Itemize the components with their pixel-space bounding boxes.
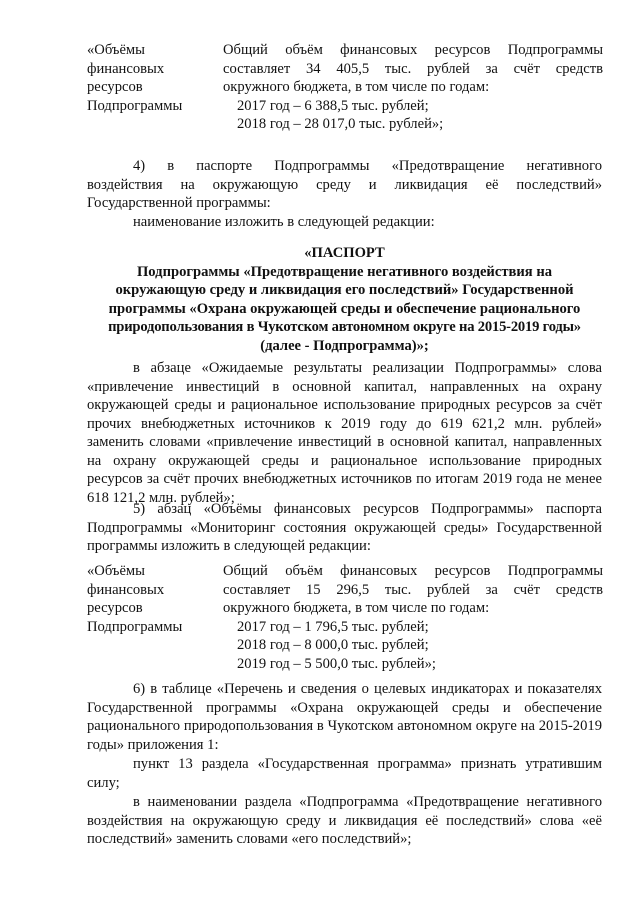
year-amount-line: 2019 год – 5 500,0 тыс. рублей»; xyxy=(237,655,436,672)
passport-line: природопользования в Чукотском автономном округе на 2015-2019 годы» xyxy=(108,319,581,335)
text-line: Общий объём финансовых ресурсов Подпрограммы xyxy=(223,563,603,579)
label-line: ресурсов xyxy=(87,600,143,616)
item-4-line: 4) в паспорте Подпрограммы «Предотвращение негативного xyxy=(133,158,602,174)
item-5 xyxy=(87,500,602,556)
item-4 xyxy=(87,157,602,231)
label-line: Подпрограммы xyxy=(87,618,183,635)
item-4-line: Государственной программы: xyxy=(87,195,271,211)
passport-line: (далее - Подпрограмма)»; xyxy=(260,337,429,354)
financial-resources-label xyxy=(87,41,217,115)
paragraph-text: 5) абзац «Объёмы финансовых ресурсов Подпрограммы» паспорта Подпрограммы «Мониторинг состояния окружающей среды» Государственной программы изложить в следующей редакции: xyxy=(87,501,602,554)
text-line: Общий объём финансовых ресурсов Подпрограммы xyxy=(223,42,603,58)
passport-heading xyxy=(87,244,602,355)
item-4-line: наименование изложить в следующей редакции: xyxy=(133,213,435,230)
paragraph-text: в абзаце «Ожидаемые результаты реализации Подпрограммы» слова «привлечение инвестиций в основной капитал, направленных на охрану окружающей среды и рациональное использование природных ресурсов за счёт прочих внебюджетных источников к 2019 году до 619 621,2 млн. рублей» заменить словами «привлечение инвестиций в основной капитал, направленных на охрану окружающей среды и рациональное использование природных ресурсов за счёт прочих внебюджетных источников по итогам 2019 года не менее 618 121,2 млн. рублей»; xyxy=(87,360,602,506)
financial-resources-table-2 xyxy=(87,562,603,672)
item-6 xyxy=(87,680,602,754)
label-line: ресурсов xyxy=(87,79,143,95)
passport-line: Подпрограммы «Предотвращение негативного воздействия на xyxy=(136,263,553,280)
text-line: составляет 15 296,5 тыс. рублей за счёт средств xyxy=(223,581,603,598)
text-line: окружного бюджета, в том числе по годам: xyxy=(223,600,490,616)
paragraph-text: пункт 13 раздела «Государственная программа» признать утратившим силу; xyxy=(87,756,602,791)
point-13-paragraph xyxy=(87,755,602,792)
paragraph-text: в наименовании раздела «Подпрограмма «Предотвращение негативного воздействия на окружающую среду и ликвидация её последствий» слова «её последствий» заменить словами «его последствий»; xyxy=(87,794,602,847)
passport-line: окружающую среду и ликвидация его последствий» Государственной xyxy=(115,282,574,298)
label-line: «Объёмы xyxy=(87,563,145,579)
label-line: Подпрограммы xyxy=(87,97,183,114)
section-naming-paragraph xyxy=(87,793,602,849)
passport-title: «ПАСПОРТ xyxy=(304,245,385,261)
label-line: финансовых xyxy=(87,60,165,77)
financial-resources-text xyxy=(223,41,603,134)
financial-resources-text xyxy=(223,562,603,673)
paragraph-text: 6) в таблице «Перечень и сведения о целевых индикаторах и показателях Государственной программы «Охрана окружающей среды и обеспечение рационального природопользования в Чукотском автономном округе на 2015-2019 годы» приложения 1: xyxy=(87,681,602,753)
year-amount-line: 2018 год – 28 017,0 тыс. рублей»; xyxy=(237,116,444,132)
year-amount-line: 2018 год – 8 000,0 тыс. рублей; xyxy=(237,637,429,653)
label-line: финансовых xyxy=(87,581,165,598)
financial-resources-label xyxy=(87,562,217,636)
year-amount-line: 2017 год – 6 388,5 тыс. рублей; xyxy=(237,97,429,114)
text-line: составляет 34 405,5 тыс. рублей за счёт средств xyxy=(223,60,603,77)
item-4-line: воздействия на окружающую среду и ликвидация её последствий» xyxy=(87,176,602,193)
passport-line: программы «Охрана окружающей среды и обеспечение рационального xyxy=(108,300,581,317)
expected-results-paragraph xyxy=(87,359,602,507)
year-amount-line: 2017 год – 1 796,5 тыс. рублей; xyxy=(237,618,429,635)
text-line: окружного бюджета, в том числе по годам: xyxy=(223,79,490,95)
financial-resources-table-1 xyxy=(87,41,603,132)
label-line: «Объёмы xyxy=(87,42,145,58)
